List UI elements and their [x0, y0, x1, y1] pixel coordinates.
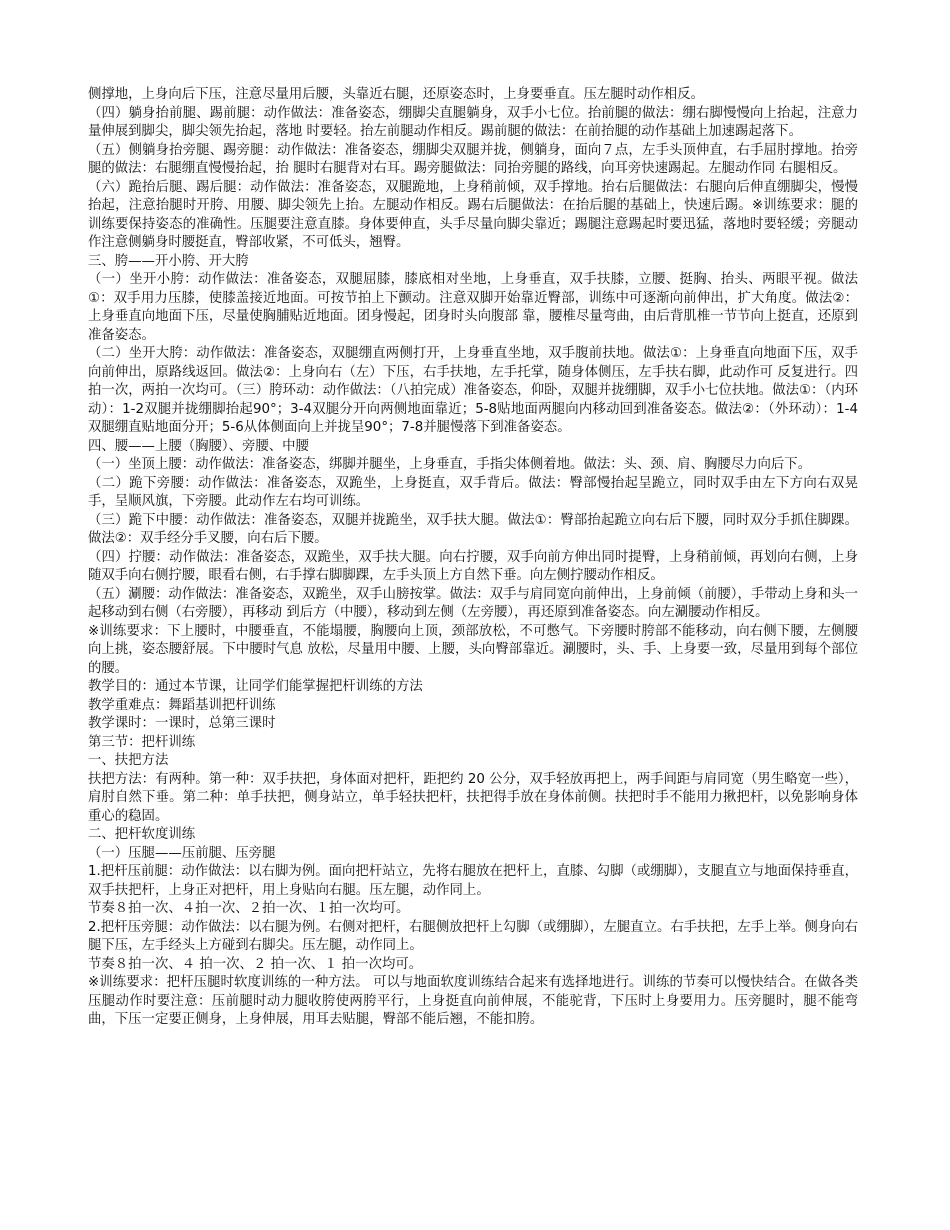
paragraph-rhythm-2: 节奏８拍一次、４ 拍一次、２ 拍一次、１ 拍一次均可。: [88, 956, 423, 972]
heading-barre-flexibility: 二、把杆软度训练: [88, 827, 196, 842]
section-title-barre: 第三节：把杆训练: [88, 734, 196, 750]
section-heading-waist: 四、腰——上腰（胸腰）、旁腰、中腰: [88, 438, 309, 454]
paragraph-side-leg-press: 2.把杆压旁腿：动作做法：以右腿为例。右侧对把杆，右腿侧放把杆上勾脚（或绷脚），左腿直立。右手扶把，左手上举。侧身向右腿下压，左手经头上方碰到右脚尖。压左腿，动作同上。: [88, 919, 858, 953]
paragraph-small-hip-open: （一）坐开小胯：动作做法：准备姿态，双腿屈膝，膝底相对坐地，上身垂直，双手扶膝，立腰、挺胸、抬头、两眼平视。做法①：双手用力压膝，使膝盖接近地面。可按节拍上下颤动。注意双脚开始靠近臀部，训练中可逐渐向前伸出，扩大角度。做法②：上身垂直向地面下压，尽量使胸脯贴近地面。团身慢起，团身时头向腹部 靠，腰椎尽量弯曲，由后背肌椎一节节向上挺直，还原到准备姿态。: [88, 272, 858, 343]
paragraph-grip-method: 扶把方法：有两种。第一种：双手扶把，身体面对把杆，距把约 20 公分，双手轻放再把上，两手间距与肩同宽（男生略宽一些），肩肘自然下垂。第二种：单手扶把，侧身站立，单手轻扶把杆，扶把得手放在身体前侧。扶把时手不能用力揪把杆，以免影响身体重心的稳固。: [88, 771, 858, 824]
paragraph-upper-waist: （一）坐顶上腰：动作做法：准备姿态，绑脚并腿坐，上身垂直，手指尖体侧着地。做法：头、颈、肩、胸腰尽力向后下。: [88, 457, 812, 472]
paragraph-side-waist: （二）跪下旁腰：动作做法：准备姿态，双跪坐，上身挺直，双手背后。做法：臀部慢抬起呈跪立，同时双手由左下方向右双晃手，呈顺风旗，下旁腰。此动作左右均可训练。: [88, 475, 858, 509]
paragraph-rhythm-1: 节奏８拍一次、４拍一次、２拍一次、１拍一次均可。: [88, 901, 410, 916]
paragraph-hip-press-end: 侧撑地，上身向后下压，注意尽量用后腰，头靠近右腿，还原姿态时，上身要垂直。压左腿时动作相反。: [88, 87, 704, 102]
section-heading-hip: 三、胯——开小胯、开大胯: [88, 253, 249, 269]
paragraph-waist-requirements: ※训练要求：下上腰时，中腰垂直，不能塌腰，胸腰向上顶，颈部放松，不可憋气。下旁腰时胯部不能移动，向右侧下腰，左侧腰向上挑，姿态腰舒展。下中腰时气息 放松，尽量用中腰、上腰，头向臀部靠近。涮腰时，头、手、上身要一致，尽量用到每个部位的腰。: [88, 623, 858, 676]
paragraph-front-leg-press: 1.把杆压前腿：动作做法：以右脚为例。面向把杆站立，先将右腿放在把杆上，直膝、勾脚（或绷脚），支腿直立与地面保持垂直，双手扶把杆，上身正对把杆，用上身贴向右腿。压左腿，动作同上。: [88, 864, 858, 898]
document-page: [88, 86, 858, 1030]
paragraph-kneeling-back-leg: （六）跪抬后腿、踢后腿：动作做法：准备姿态，双腿跪地，上身稍前倾，双手撑地。抬右后腿做法：右腿向后伸直绷脚尖，慢慢抬起，注意抬腿时开胯、用腰、脚尖领先上抬。左腿动作相反。踢右后腿做法：在抬后腿的基础上，快速后踢。※训练要求：腿的训练要保持姿态的准确性。压腿要注意直膝。身体要伸直，头手尽量向脚尖靠近；踢腿注意踢起时要迅猛，落地时要轻缓；旁腿动作注意侧躺身时腰挺直，臀部收紧，不可低头，翘臀。: [88, 179, 858, 250]
paragraph-circle-waist: （五）涮腰：动作做法：准备姿态，双跪坐，双手山膀按掌。做法：双手与肩同宽向前伸出，上身前倾（前腰），手带动上身和头一起移动到右侧（右旁腰），再移动 到后方（中腰），移动到左侧（左旁腰），再还原到准备姿态。向左涮腰动作相反。: [88, 586, 858, 620]
teaching-hours: 教学课时：一课时，总第三课时: [88, 716, 276, 731]
teaching-goal: 教学目的：通过本节课，让同学们能掌握把杆训练的方法: [88, 679, 423, 694]
paragraph-side-lying-leg: （五）侧躺身抬旁腿、踢旁腿：动作做法：准备姿态，绷脚尖双腿并拢，侧躺身，面向７点，左手头顶伸直，右手屈肘撑地。抬旁腿的做法：右腿绷直慢慢抬起，抬 腿时右腿背对右耳。踢旁腿做法：同抬旁腿的路线，向耳旁快速踢起。左腿动作同 右腿相反。: [88, 142, 858, 176]
paragraph-middle-waist: （三）跪下中腰：动作做法：准备姿态，双腿并拢跪坐，双手扶大腿。做法①：臀部抬起跪立向右后下腰，同时双分手抓住脚踝。做法②：双手经分手叉腰，向右后下腰。: [88, 512, 858, 546]
heading-grip-method: 一、扶把方法: [88, 753, 169, 768]
teaching-key-points: 教学重难点：舞蹈基训把杆训练: [88, 697, 276, 713]
paragraph-lying-front-leg: （四）躺身抬前腿、踢前腿：动作做法：准备姿态，绷脚尖直腿躺身，双手小七位。抬前腿的做法：绷右脚慢慢向上抬起，注意力量伸展到脚尖，脚尖领先抬起，落地 时要轻。抬左前腿动作相反。踢前腿的做法：在前抬腿的动作基础上加速踢起落下。: [88, 105, 858, 139]
paragraph-big-hip-open: （二）坐开大胯：动作做法：准备姿态，双腿绷直两侧打开，上身垂直坐地，双手腹前扶地。做法①：上身垂直向地面下压，双手向前伸出，原路线返回。做法②：上身向右（左）下压，右手扶地，左手托掌，随身体侧压，左手扶右脚，此动作可 反复进行。四拍一次，两拍一次均可。（三）胯环动：动作做法：（八拍完成）准备姿态，仰卧，双腿并拢绷脚，双手小七位扶地。做法①：（内环动）：1-2双腿并拢绷脚抬起90°；3-4双腿分开向两侧地面靠近；5-8贴地面两腿向内移动回到准备姿态。做法②：（外环动）：1-4 双腿绷直贴地面分开；5-6从体侧面向上并拢呈90°；7-8并腿慢落下到准备姿态。: [88, 346, 858, 435]
paragraph-barre-requirements: ※训练要求：把杆压腿时软度训练的一种方法。 可以与地面软度训练结合起来有选择地进行。训练的节奏可以慢快结合。在做各类压腿动作时要注意：压前腿时动力腿收胯使两胯平行，上身挺直向前伸展，不能驼背，下压时上身要用力。压旁腿时，腿不能弯曲，下压一定要正侧身，上身伸展，用耳去贴腿，臀部不能后翘，不能扣胯。: [88, 975, 858, 1027]
heading-leg-press: （一）压腿——压前腿、压旁腿: [88, 845, 276, 861]
paragraph-twist-waist: （四）拧腰：动作做法：准备姿态，双跪坐，双手扶大腿。向右拧腰，双手向前方伸出同时提臀，上身稍前倾，再划向右侧，上身随双手向右侧拧腰，眼看右侧，右手撑右脚脚踝，左手头顶上方自然下垂。向左侧拧腰动作相反。: [88, 549, 858, 583]
